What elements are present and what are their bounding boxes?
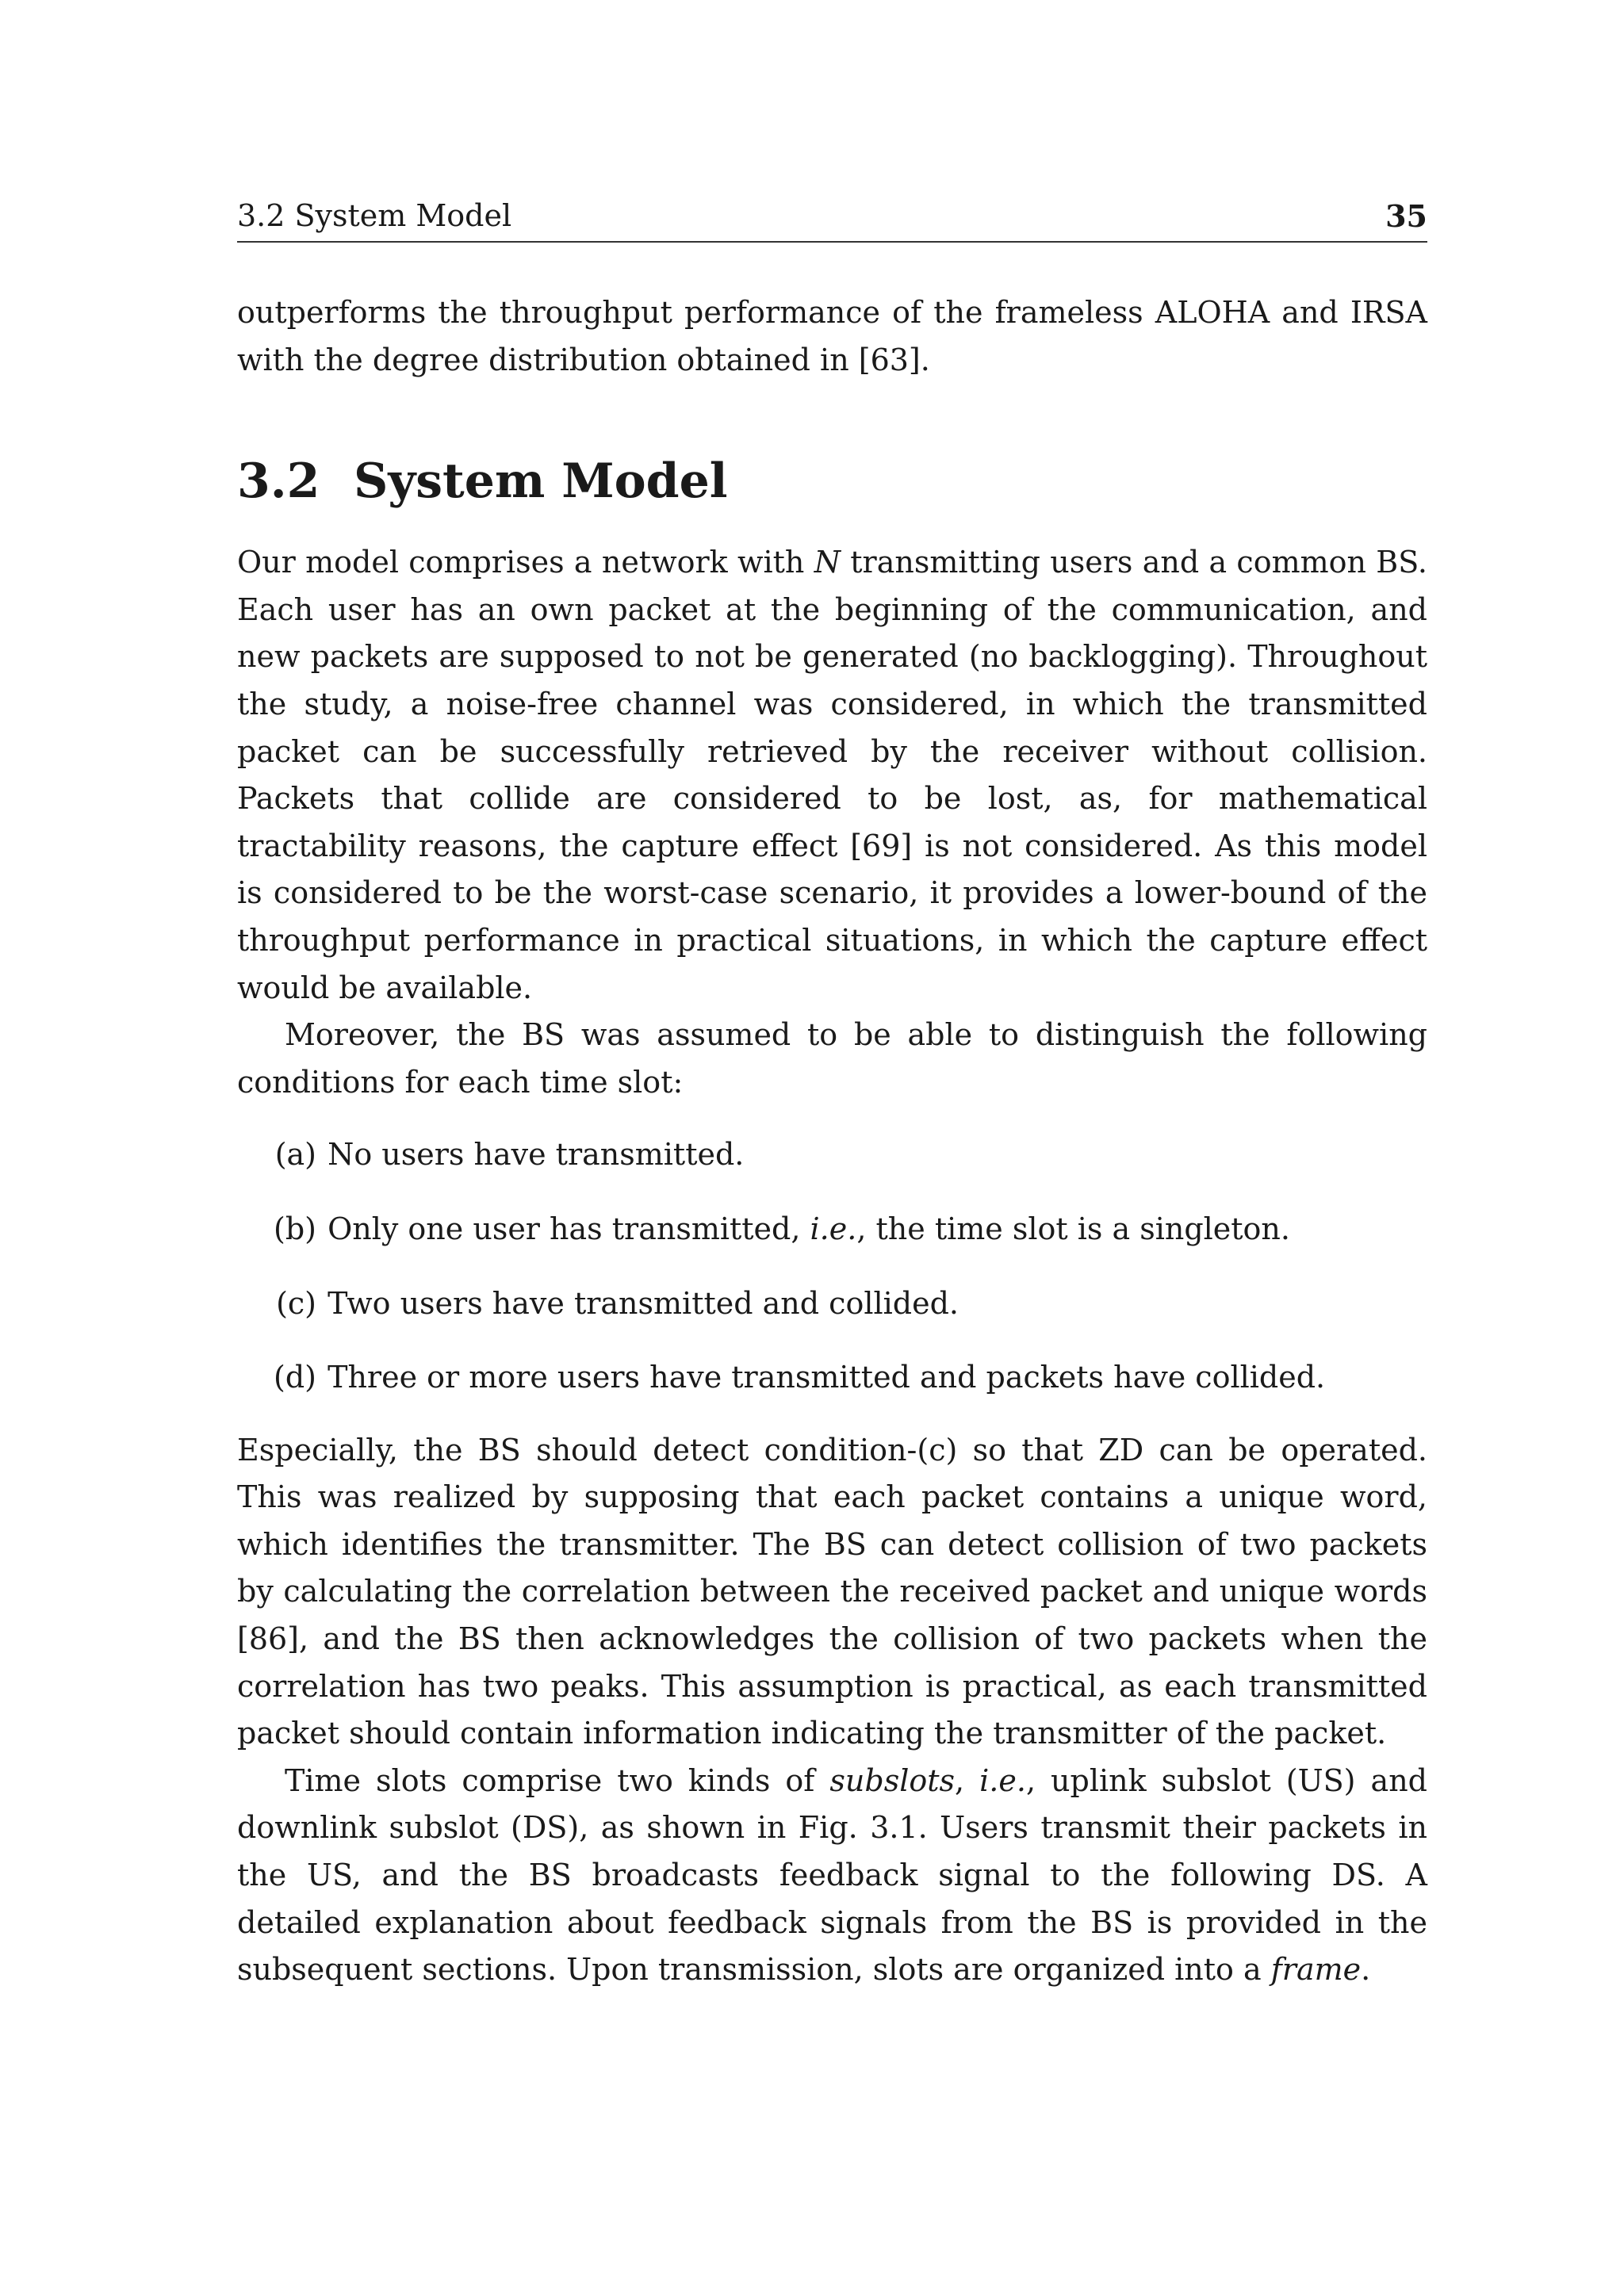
paragraph-subslots	[237, 1758, 1427, 1994]
page-body	[237, 289, 1427, 1994]
list-item-text: No users have transmitted.	[327, 1137, 745, 1173]
list-item-label: (d)	[274, 1360, 316, 1395]
section-title-text: System Model	[354, 453, 728, 510]
term-subslots: subslots	[829, 1762, 956, 1798]
para4-text-c: , uplink subslot (US) and downlink subslot (DS), as shown in Fig. 3.1. Users transmit their packets in the US, and the BS broadcasts feedback signal to the following DS. A detailed explanation about feedback signals from the BS is provided in the subsequent sections. Upon transmission, slots are organized into a	[237, 1762, 1427, 1988]
list-item-text	[327, 1206, 1290, 1253]
list-item-label: (b)	[274, 1211, 316, 1246]
para1-text-a: Our model comprises a network with	[237, 545, 814, 580]
list-item-text: Three or more users have transmitted and packets have collided.	[327, 1360, 1326, 1395]
para4-text-b: ,	[955, 1762, 980, 1798]
list-item	[237, 1354, 1427, 1402]
section-number: 3.2	[237, 453, 320, 510]
term-frame: frame	[1270, 1952, 1362, 1988]
list-item-text-b: , the time slot is a singleton.	[856, 1211, 1290, 1246]
running-header	[237, 193, 1427, 243]
list-item-ie: i.e.	[810, 1211, 857, 1246]
para1-text-b: transmitting users and a common BS. Each user has an own packet at the beginning of the communication, and new packets are supposed to not be generated (no backlogging). Throughout the study, a noise-free channel was considered, in which the transmitted packet can be successfully retrieved by the receiver without collision. Packets that collide are considered to be lost, as, for mathematical tractability reasons, the capture effect [69] is not considered. As this model is considered to be the worst-case scenario, it provides a lower-bound of the throughput performance in practical situations, in which the capture effect would be available.	[237, 545, 1427, 1005]
para4-ie: i.e.	[979, 1762, 1026, 1798]
list-item-text: Two users have transmitted and collided.	[327, 1285, 959, 1321]
list-item	[237, 1206, 1427, 1253]
paragraph-model	[237, 539, 1427, 1012]
para4-text-a: Time slots comprise two kinds of	[285, 1762, 830, 1798]
paragraph-conditions-intro: Moreover, the BS was assumed to be able to distinguish the following conditions for each time slot:	[237, 1017, 1427, 1100]
conditions-list	[237, 1131, 1427, 1401]
intro-paragraph: outperforms the throughput performance of the frameless ALOHA and IRSA with the degree distribution obtained in [63].	[237, 295, 1427, 377]
section-heading	[237, 453, 1427, 509]
page-number: 35	[1385, 198, 1427, 234]
para4-text-d: .	[1361, 1952, 1371, 1988]
list-item-text-a: Only one user has transmitted,	[327, 1211, 810, 1246]
list-item	[237, 1280, 1427, 1328]
list-item	[237, 1131, 1427, 1179]
list-item-label: (a)	[274, 1137, 316, 1173]
paragraph-detection: Especially, the BS should detect condition-(c) so that ZD can be operated. This was realized by supposing that each packet contains a unique word, which identifies the transmitter. The BS can detect collision of two packets by calculating the correlation between the received packet and unique words [86], and the BS then acknowledges the collision of two packets when the correlation has two peaks. This assumption is practical, as each transmitted packet should contain information indicating the transmitter of the packet.	[237, 1432, 1427, 1751]
header-section-title: 3.2 System Model	[237, 198, 512, 233]
math-N: N	[814, 545, 841, 580]
list-item-label: (c)	[276, 1285, 316, 1321]
